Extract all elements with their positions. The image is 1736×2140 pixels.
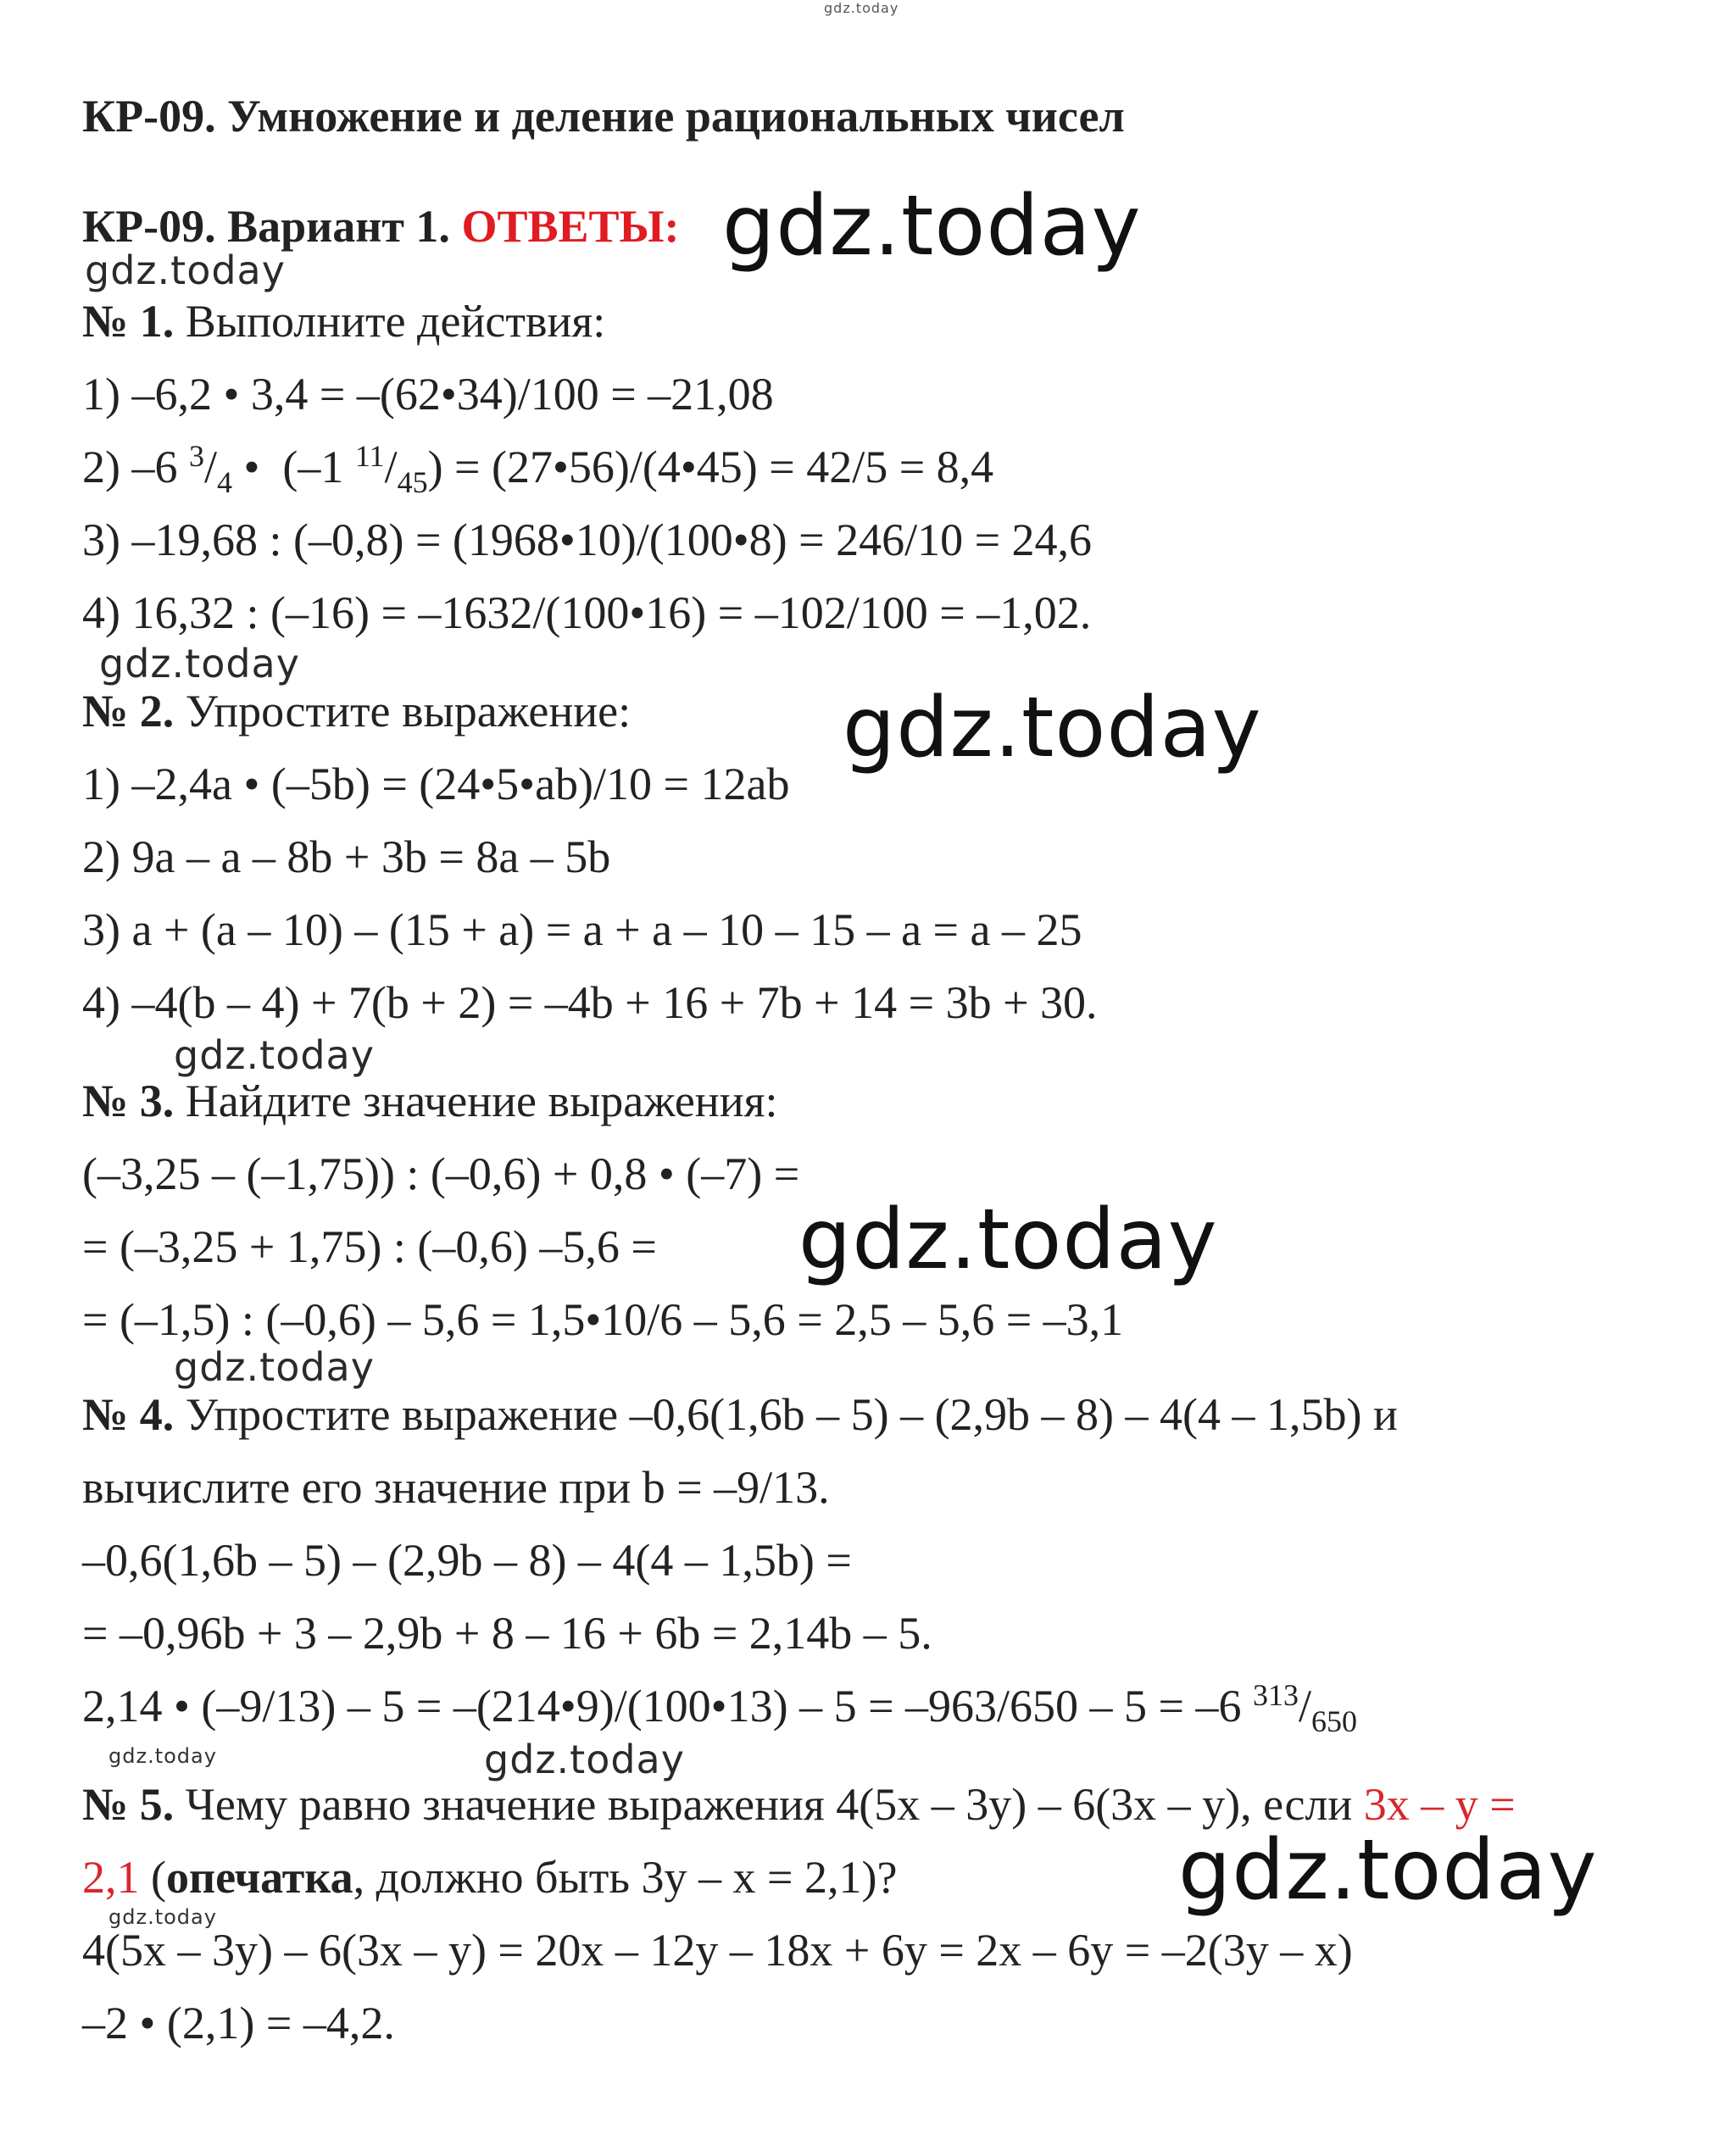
watermark-small-2: gdz.today — [99, 641, 300, 686]
task1-line-1: 1) –6,2 • 3,4 = –(62•34)/100 = –21,08 — [82, 369, 774, 420]
task4-title-line-2: вычислите его значение при b = –9/13. — [82, 1462, 830, 1513]
task2-line-1: 1) –2,4a • (–5b) = (24•5•ab)/10 = 12ab — [82, 759, 790, 809]
task5-condition-value: 2,1 — [82, 1852, 140, 1903]
task1-line-2-b: • (–1 — [232, 442, 355, 492]
task3-title: Найдите значение выражения: — [185, 1076, 778, 1126]
task2-line-4: 4) –4(b – 4) + 7(b + 2) = –4b + 16 + 7b + 14 = 3b + 30. — [82, 977, 1098, 1028]
task3-line-3: = (–1,5) : (–0,6) – 5,6 = 1,5•10/6 – 5,6 = 2,5 – 5,6 = –3,1 — [82, 1294, 1124, 1345]
answers-label: ОТВЕТЫ: — [461, 201, 680, 252]
watermark-large-3: gdz.today — [798, 1192, 1218, 1288]
task1-line-3: 3) –19,68 : (–0,8) = (1968•10)/(100•8) = 246/10 = 24,6 — [82, 514, 1093, 565]
task1-number: № 1. — [82, 296, 175, 347]
task5-title-c: , должно быть 3y – x = 2,1)? — [353, 1852, 898, 1903]
task1-line-2-c: ) = (27•56)/(4•45) = 42/5 = 8,4 — [427, 442, 994, 492]
task2-title: Упростите выражение: — [185, 686, 632, 736]
watermark-large-2: gdz.today — [843, 680, 1262, 776]
task2-number: № 2. — [82, 686, 175, 736]
watermark-large-4: gdz.today — [1178, 1822, 1598, 1919]
variant-heading — [82, 201, 680, 252]
task5-title-line-2 — [82, 1852, 898, 1903]
task3-heading — [82, 1078, 777, 1124]
task3-line-2: = (–3,25 + 1,75) : (–0,6) –5,6 = — [82, 1221, 657, 1272]
task5-paren: ( — [139, 1852, 166, 1903]
task1-title: Выполните действия: — [185, 296, 606, 347]
task2-line-3: 3) a + (a – 10) – (15 + a) = a + a – 10 – 15 – a = a – 25 — [82, 904, 1082, 955]
task5-condition-red: 3x – y = — [1363, 1779, 1516, 1830]
task4-line-3-a: 2,14 • (–9/13) – 5 = –(214•9)/(100•13) – 5 = –963/650 – 5 = –6 — [82, 1681, 1253, 1731]
task1-frac1-den: 4 — [217, 464, 232, 499]
task1-line-2-a: 2) –6 — [82, 442, 189, 492]
task4-line-1: –0,6(1,6b – 5) – (2,9b – 8) – 4(4 – 1,5b) = — [82, 1535, 852, 1586]
task1-line-2: 2) –6 $^3/_4$ • (–1 $^{11}/_{45}$) = (27•56)/(4•45) = 42/5 = 8,4 — [82, 439, 994, 499]
task4-heading — [82, 1389, 1398, 1440]
task4-line-3: 2,14 • (–9/13) – 5 = –(214•9)/(100•13) – 5 = –963/650 – 5 = –6 $^{313}/_{650}$ — [82, 1678, 1357, 1738]
task2-line-2: 2) 9a – a – 8b + 3b = 8a – 5b — [82, 831, 611, 882]
task1-heading — [82, 296, 606, 347]
task3-number: № 3. — [82, 1076, 175, 1126]
watermark-xsmall-1: gdz.today — [108, 1744, 217, 1768]
task4-frac-den: 650 — [1311, 1704, 1357, 1738]
task1-frac2-num: 11 — [354, 439, 385, 473]
task5-title-a: Чему равно значение выражения 4(5x – 3y) – 6(3x – y), если — [185, 1779, 1364, 1830]
task5-typo-label: опечатка — [165, 1852, 353, 1903]
task4-line-2: = –0,96b + 3 – 2,9b + 8 – 16 + 6b = 2,14b – 5. — [82, 1608, 932, 1659]
task4-title: Упростите выражение –0,6(1,6b – 5) – (2,9b – 8) – 4(4 – 1,5b) и — [185, 1389, 1398, 1440]
variant-label: КР-09. Вариант 1. — [82, 201, 450, 252]
watermark-small-4: gdz.today — [174, 1344, 375, 1390]
watermark-small-5: gdz.today — [484, 1737, 685, 1782]
task2-heading — [82, 688, 631, 734]
task5-heading — [82, 1779, 1516, 1830]
task1-line-4: 4) 16,32 : (–16) = –1632/(100•16) = –102/100 = –1,02. — [82, 587, 1092, 638]
watermark-small-3: gdz.today — [174, 1032, 375, 1078]
task4-frac-num: 313 — [1252, 1678, 1299, 1712]
task1-frac2-den: 45 — [397, 464, 428, 499]
page-title: КР-09. Умножение и деление рациональных чисел — [82, 91, 1125, 142]
watermark-small-1: gdz.today — [85, 247, 286, 293]
task3-line-1: (–3,25 – (–1,75)) : (–0,6) + 0,8 • (–7) = — [82, 1148, 800, 1199]
watermark-xsmall-2: gdz.today — [108, 1905, 217, 1929]
watermark-large-1: gdz.today — [722, 178, 1142, 275]
watermark-top: gdz.today — [824, 0, 899, 16]
task5-line-1: 4(5x – 3y) – 6(3x – y) = 20x – 12y – 18x + 6y = 2x – 6y = –2(3y – x) — [82, 1925, 1353, 1976]
task4-number: № 4. — [82, 1389, 175, 1440]
task1-frac1-num: 3 — [188, 439, 204, 473]
task5-number: № 5. — [82, 1779, 175, 1830]
task5-line-2: –2 • (2,1) = –4,2. — [82, 1998, 395, 2048]
